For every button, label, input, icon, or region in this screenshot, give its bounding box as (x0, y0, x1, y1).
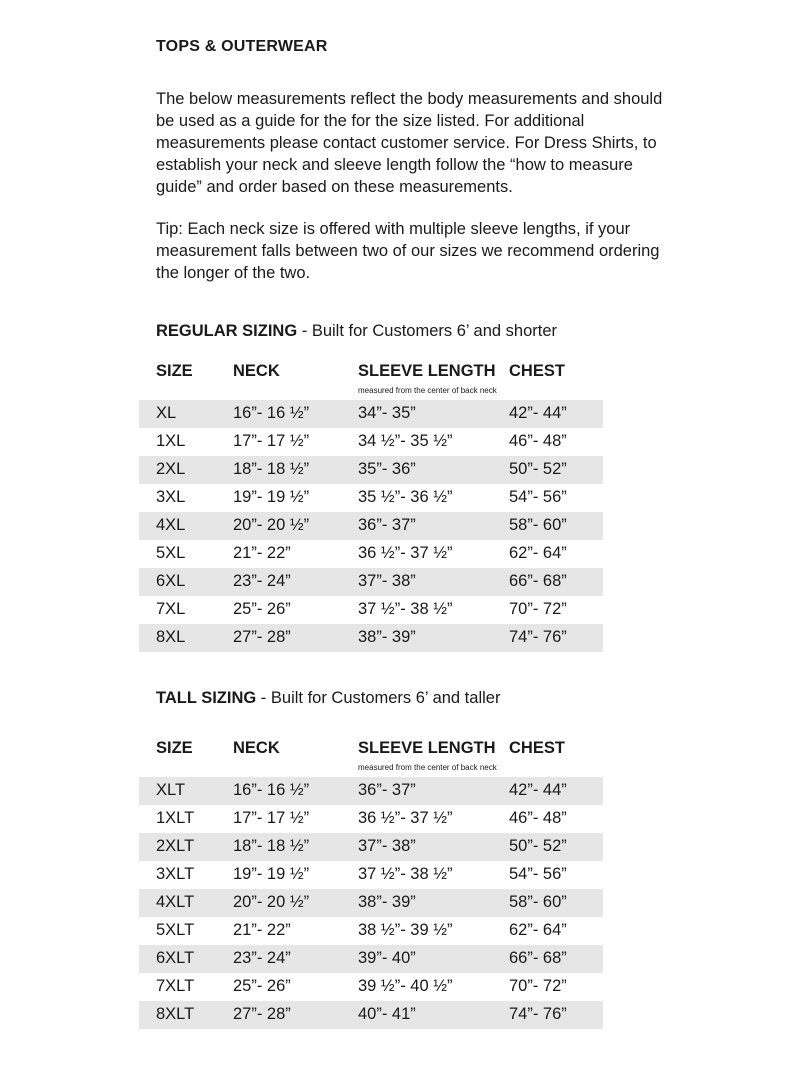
table-header (139, 362, 603, 400)
table-row (139, 484, 603, 512)
table-row (139, 833, 603, 861)
sleeve-measure-note: measured from the center of back neck (358, 763, 497, 772)
column-header-chest: CHEST (509, 362, 565, 380)
regular-size-table (139, 362, 603, 652)
cell-chest: 54”- 56” (509, 488, 567, 506)
table-row (139, 568, 603, 596)
cell-size: XL (156, 404, 177, 422)
table-row (139, 456, 603, 484)
cell-chest: 66”- 68” (509, 949, 567, 967)
cell-chest: 58”- 60” (509, 893, 567, 911)
cell-neck: 27”- 28” (233, 1005, 291, 1023)
cell-chest: 42”- 44” (509, 781, 567, 799)
table-row (139, 1001, 603, 1029)
table-row (139, 512, 603, 540)
cell-sleeve: 37”- 38” (358, 572, 416, 590)
cell-size: 2XLT (156, 837, 195, 855)
table-row (139, 945, 603, 973)
table-row (139, 428, 603, 456)
cell-neck: 20”- 20 ½” (233, 516, 310, 534)
cell-size: 3XLT (156, 865, 195, 883)
cell-sleeve: 35 ½”- 36 ½” (358, 488, 453, 506)
cell-neck: 19”- 19 ½” (233, 488, 310, 506)
cell-sleeve: 37 ½”- 38 ½” (358, 865, 453, 883)
cell-neck: 23”- 24” (233, 572, 291, 590)
cell-neck: 16”- 16 ½” (233, 781, 310, 799)
cell-size: 4XL (156, 516, 186, 534)
cell-neck: 17”- 17 ½” (233, 809, 310, 827)
regular-sizing-title (156, 322, 557, 341)
cell-chest: 50”- 52” (509, 837, 567, 855)
cell-sleeve: 36”- 37” (358, 781, 416, 799)
cell-neck: 23”- 24” (233, 949, 291, 967)
cell-chest: 62”- 64” (509, 921, 567, 939)
cell-size: 7XL (156, 600, 186, 618)
cell-sleeve: 38 ½”- 39 ½” (358, 921, 453, 939)
cell-size: 3XL (156, 488, 186, 506)
cell-chest: 70”- 72” (509, 977, 567, 995)
sleeve-measure-note: measured from the center of back neck (358, 386, 497, 395)
tall-size-table (139, 739, 603, 1029)
tip-paragraph: Tip: Each neck size is offered with multiple sleeve lengths, if your measurement falls between two of our sizes we recommend ordering the longer of the two. (156, 220, 660, 282)
cell-chest: 66”- 68” (509, 572, 567, 590)
cell-sleeve: 39”- 40” (358, 949, 416, 967)
cell-size: 4XLT (156, 893, 195, 911)
cell-chest: 46”- 48” (509, 809, 567, 827)
cell-neck: 17”- 17 ½” (233, 432, 310, 450)
cell-size: XLT (156, 781, 186, 799)
regular-sizing-heading: REGULAR SIZING (156, 322, 298, 340)
cell-sleeve: 40”- 41” (358, 1005, 416, 1023)
cell-sleeve: 36 ½”- 37 ½” (358, 544, 453, 562)
page-title: TOPS & OUTERWEAR (156, 38, 328, 55)
column-header-size: SIZE (156, 739, 193, 757)
cell-size: 6XLT (156, 949, 195, 967)
cell-chest: 74”- 76” (509, 628, 567, 646)
cell-size: 1XL (156, 432, 186, 450)
cell-size: 1XLT (156, 809, 195, 827)
cell-neck: 20”- 20 ½” (233, 893, 310, 911)
table-row (139, 861, 603, 889)
cell-chest: 58”- 60” (509, 516, 567, 534)
tall-sizing-heading: TALL SIZING (156, 689, 257, 707)
cell-neck: 18”- 18 ½” (233, 460, 310, 478)
cell-sleeve: 39 ½”- 40 ½” (358, 977, 453, 995)
cell-sleeve: 34 ½”- 35 ½” (358, 432, 453, 450)
cell-chest: 62”- 64” (509, 544, 567, 562)
cell-sleeve: 35”- 36” (358, 460, 416, 478)
table-row (139, 777, 603, 805)
intro-paragraph: The below measurements reflect the body measurements and should be used as a guide for the for the size listed. For additional measurements please contact customer service. For Dress Shirts, to establish your neck and sleeve length follow the “how to measure guide” and order based on these measurements. (156, 90, 663, 196)
column-header-chest: CHEST (509, 739, 565, 757)
table-row (139, 805, 603, 833)
tall-sizing-subtitle: - Built for Customers 6’ and taller (256, 689, 501, 707)
column-header-sleeve: SLEEVE LENGTH (358, 362, 496, 380)
column-header-size: SIZE (156, 362, 193, 380)
cell-neck: 18”- 18 ½” (233, 837, 310, 855)
cell-size: 7XLT (156, 977, 195, 995)
cell-neck: 19”- 19 ½” (233, 865, 310, 883)
cell-neck: 25”- 26” (233, 977, 291, 995)
table-row (139, 624, 603, 652)
cell-sleeve: 37 ½”- 38 ½” (358, 600, 453, 618)
table-header (139, 739, 603, 777)
cell-size: 5XL (156, 544, 186, 562)
cell-sleeve: 38”- 39” (358, 628, 416, 646)
cell-size: 8XLT (156, 1005, 195, 1023)
column-header-sleeve: SLEEVE LENGTH (358, 739, 496, 757)
table-row (139, 889, 603, 917)
cell-sleeve: 37”- 38” (358, 837, 416, 855)
table-row (139, 917, 603, 945)
cell-chest: 70”- 72” (509, 600, 567, 618)
cell-neck: 21”- 22” (233, 544, 291, 562)
cell-neck: 25”- 26” (233, 600, 291, 618)
regular-sizing-subtitle: - Built for Customers 6’ and shorter (297, 322, 557, 340)
cell-chest: 54”- 56” (509, 865, 567, 883)
table-row (139, 540, 603, 568)
tall-sizing-title (156, 689, 500, 708)
table-row (139, 973, 603, 1001)
cell-neck: 21”- 22” (233, 921, 291, 939)
table-body (139, 777, 603, 1029)
cell-chest: 74”- 76” (509, 1005, 567, 1023)
cell-neck: 16”- 16 ½” (233, 404, 310, 422)
table-body (139, 400, 603, 652)
cell-sleeve: 38”- 39” (358, 893, 416, 911)
cell-chest: 46”- 48” (509, 432, 567, 450)
cell-chest: 50”- 52” (509, 460, 567, 478)
cell-size: 5XLT (156, 921, 195, 939)
cell-neck: 27”- 28” (233, 628, 291, 646)
cell-chest: 42”- 44” (509, 404, 567, 422)
column-header-neck: NECK (233, 739, 280, 757)
cell-size: 6XL (156, 572, 186, 590)
cell-size: 8XL (156, 628, 186, 646)
table-row (139, 400, 603, 428)
cell-size: 2XL (156, 460, 186, 478)
cell-sleeve: 36 ½”- 37 ½” (358, 809, 453, 827)
cell-sleeve: 34”- 35” (358, 404, 416, 422)
cell-sleeve: 36”- 37” (358, 516, 416, 534)
column-header-neck: NECK (233, 362, 280, 380)
table-row (139, 596, 603, 624)
